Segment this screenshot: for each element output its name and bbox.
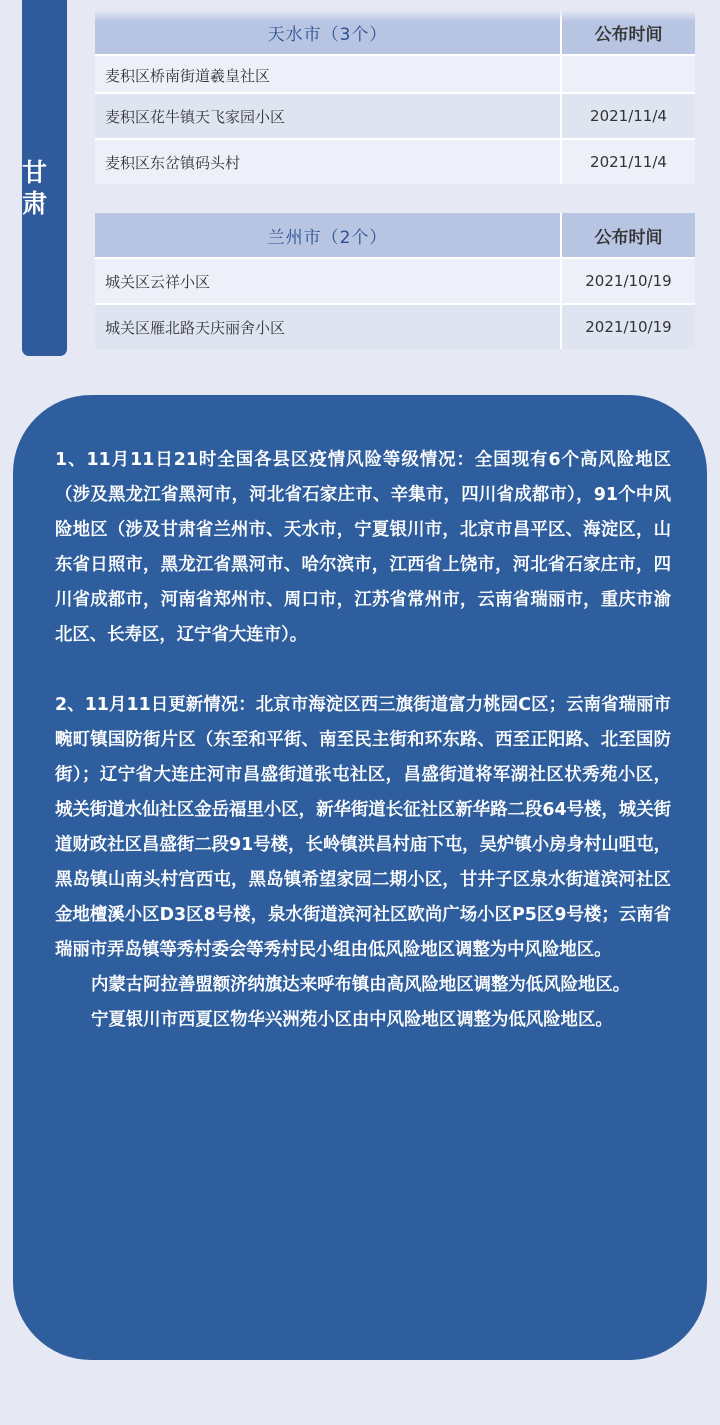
notice-paragraph-2: 2、11月11日更新情况：北京市海淀区西三旗街道富力桃园C区；云南省瑞丽市畹町镇国防街片区（东至和平街、南至民主街和环东路、西至正阳路、北至国防街）；辽宁省大连庄河市昌盛街道张屯社区，昌盛街道将军湖社区状秀苑小区，城关街道水仙社区金岳福里小区，新华街道长征社区新华路二段64号楼，城关街道财政社区昌盛街二段91号楼，长岭镇洪昌村庙下屯，吴炉镇小房身村山咀屯，黑岛镇山南头村宫西屯，黑岛镇希望家园二期小区，甘井子区泉水街道滨河社区金地檀溪小区D3区8号楼，泉水街道滨河社区欧尚广场小区P5区9号楼；云南省瑞丽市弄岛镇等秀村委会等秀村民小组由低风险地区调整为中风险地区。	[55, 695, 671, 960]
date-header: 公布时间	[560, 10, 695, 54]
table-row	[95, 92, 695, 138]
place-cell: 麦积区桥南街道羲皇社区	[95, 56, 560, 92]
date-cell	[560, 56, 695, 92]
top-fade	[95, 10, 695, 22]
table-row	[95, 138, 695, 184]
city-title: 兰州市（2个）	[95, 213, 560, 257]
table-row	[95, 257, 695, 303]
date-cell: 2021/11/4	[560, 140, 695, 184]
date-cell: 2021/10/19	[560, 305, 695, 349]
notice-paragraph-1: 1、11月11日21时全国各县区疫情风险等级情况：全国现有6个高风险地区（涉及黑龙江省黑河市，河北省石家庄市、辛集市，四川省成都市），91个中风险地区（涉及甘肃省兰州市、天水市，宁夏银川市，北京市昌平区、海淀区，山东省日照市，黑龙江省黑河市、哈尔滨市，江西省上饶市，河北省石家庄市，四川省成都市，河南省郑州市、周口市，江苏省常州市，云南省瑞丽市，重庆市渝北区、长寿区，辽宁省大连市）。	[55, 450, 671, 645]
date-header: 公布时间	[560, 213, 695, 257]
place-cell: 城关区雁北路天庆丽舍小区	[95, 305, 560, 349]
table-row	[95, 54, 695, 92]
notice-panel	[13, 395, 707, 1360]
notice-paragraph-4: 宁夏银川市西夏区物华兴洲苑小区由中风险地区调整为低风险地区。	[91, 1010, 613, 1030]
place-cell: 麦积区花牛镇天飞家园小区	[95, 94, 560, 138]
lanzhou-table	[95, 213, 695, 349]
province-tab	[22, 0, 67, 356]
city-title: 天水市（3个）	[95, 10, 560, 54]
tianshui-table	[95, 10, 695, 184]
province-label: 甘肃	[22, 158, 48, 218]
place-cell: 麦积区东岔镇码头村	[95, 140, 560, 184]
table-header	[95, 213, 695, 257]
table-row	[95, 303, 695, 349]
date-cell: 2021/11/4	[560, 94, 695, 138]
notice-paragraph-3: 内蒙古阿拉善盟额济纳旗达来呼布镇由高风险地区调整为低风险地区。	[91, 975, 631, 995]
place-cell: 城关区云祥小区	[95, 259, 560, 303]
date-cell: 2021/10/19	[560, 259, 695, 303]
